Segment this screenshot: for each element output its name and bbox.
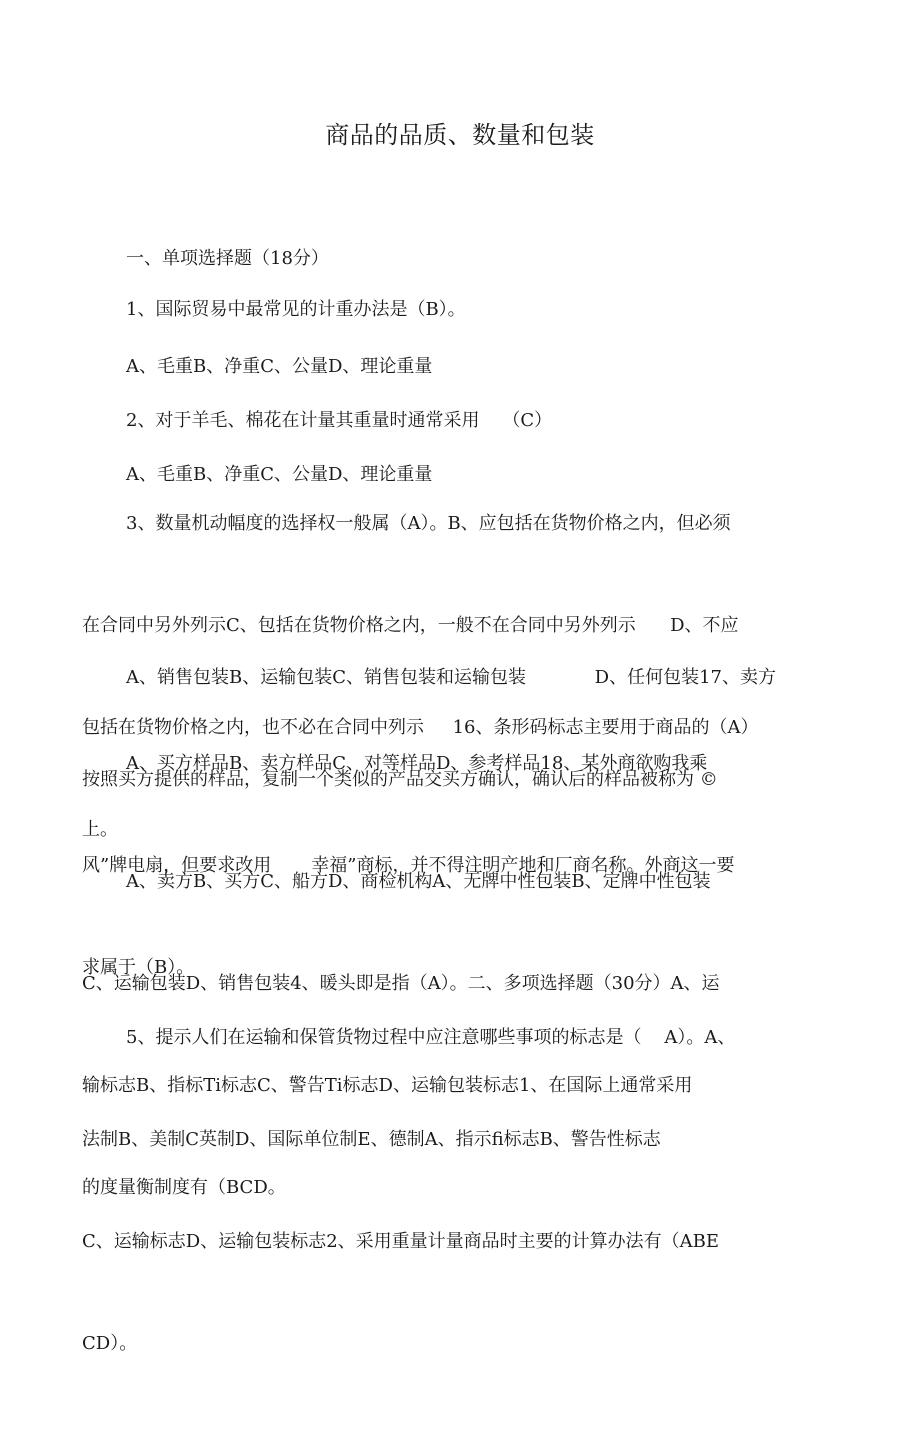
paragraph-line: 5、提示人们在运输和保管货物过程中应注意哪些事项的标志是（ A）。A、: [126, 1027, 736, 1048]
section-heading-text: 一、单项选择题（18分）: [126, 248, 329, 269]
paragraph-line: 输标志B、指标Ti标志C、警告Ti标志D、运输包装标志1、在国际上通常采用: [82, 1075, 693, 1096]
paragraph-line: 风”牌电扇，但要求改用 幸福”商标，并不得注明产地和厂商名称。外商这一要: [82, 855, 735, 876]
paragraph-line: 包括在货物价格之内，也不必在合同中列示 16、条形码标志主要用于商品的（A）: [82, 717, 759, 738]
paragraph-line: A、销售包装B、运输包装C、销售包装和运输包装 D、任何包装17、卖方: [126, 667, 776, 688]
paragraph-line: CD）。: [82, 1333, 138, 1354]
paragraph-line: 上。: [82, 819, 118, 840]
paragraph-line: 按照买方提供的样品，复制一个类似的产品交买方确认，确认后的样品被称为 ©: [82, 769, 718, 790]
question-2-options-text: A、毛重B、净重C、公量D、理论重量: [126, 464, 433, 485]
paragraph-line: 在合同中另外列示C、包括在货物价格之内，一般不在合同中另外列示 D、不应: [82, 615, 739, 636]
question-1-options-text: A、毛重B、净重C、公量D、理论重量: [126, 356, 433, 377]
paragraph-line: 求属于（B）。: [82, 957, 195, 978]
paragraph-line: C、运输包装D、销售包装4、暖头即是指（A）。二、多项选择题（30分）A、运: [82, 973, 720, 994]
paragraph-line: A、买方样品B、卖方样品C、对等样品D、参考样品18、某外商欲购我乘: [126, 753, 708, 774]
paragraph-7: [82, 953, 852, 1429]
paragraph-line: 法制B、美制C英制D、国际单位制E、德制A、指示fi标志B、警告性标志: [82, 1129, 661, 1150]
paragraph-line: 3、数量机动幅度的选择权一般属（A）。B、应包括在货物价格之内，但必须: [126, 513, 731, 534]
paragraph-line: C、运输标志D、运输包装标志2、采用重量计量商品时主要的计算办法有（ABE: [82, 1231, 720, 1252]
page-title: 商品的品质、数量和包装: [325, 121, 595, 149]
paragraph-line: 的度量衡制度有（BCD。: [82, 1177, 286, 1198]
paragraph-line: A、卖方B、买方C、船方D、商检机构A、无牌中性包装B、定牌中性包装: [126, 871, 711, 892]
question-1-text: 1、国际贸易中最常见的计重办法是（B）。: [126, 299, 466, 320]
question-2-text: 2、对于羊毛、棉花在计量其重量时通常采用 （C）: [126, 410, 553, 431]
